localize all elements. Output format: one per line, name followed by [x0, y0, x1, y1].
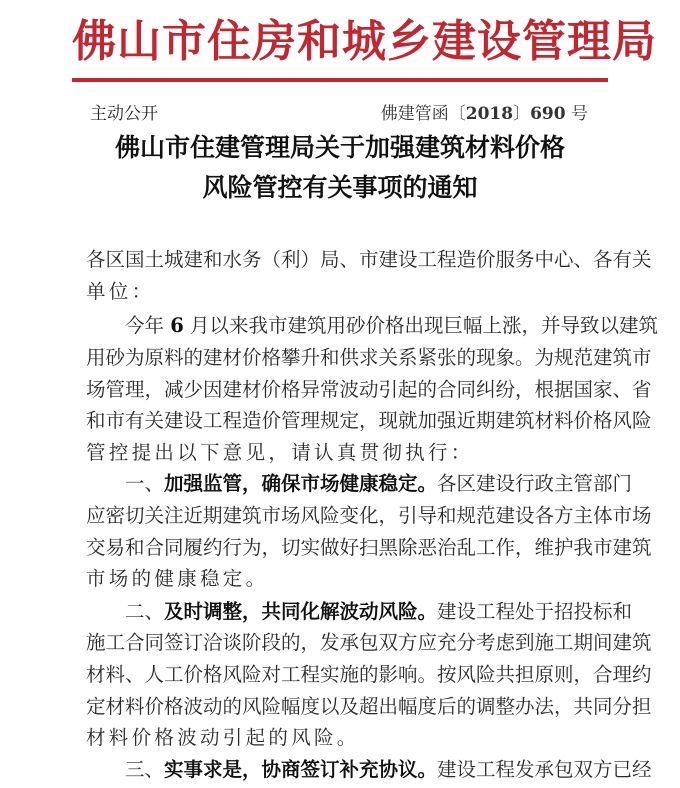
text: 建设工程发承包双方已经 — [437, 758, 652, 781]
paragraph-line — [125, 314, 659, 338]
text: 二、 — [125, 600, 165, 623]
issuing-organization-header: 佛山市住房和城乡建设管理局 — [72, 16, 657, 67]
section-2-heading-line — [125, 600, 633, 624]
doc-number-bracket: 〕 — [513, 104, 531, 124]
addressee-line: 各区国土城建和水务（利）局、市建设工程造价服务中心、各有关 — [86, 248, 652, 271]
text: 月以来我市建筑用砂价格出现巨幅上涨，并导致以建筑 — [190, 314, 659, 337]
section-heading: 及时调整，共同化解波动风险。 — [164, 600, 438, 623]
addressee-line: 单位： — [86, 280, 155, 303]
doc-number-suffix: 号 — [565, 104, 588, 124]
paragraph-line: 应密切关注近期建筑市场风险变化，引导和规范建设各方主体市场 — [86, 504, 652, 527]
paragraph-line: 定材料价格波动的风险幅度以及超出幅度后的调整办法，共同分担 — [86, 695, 652, 718]
section-3-heading-line — [125, 758, 652, 782]
red-header-rule — [72, 78, 608, 82]
text: 建设工程处于招投标和 — [437, 600, 633, 623]
text: 6 — [170, 314, 184, 337]
text: 今年 — [125, 314, 165, 337]
text: 一、 — [125, 472, 165, 495]
text: 三、 — [125, 758, 165, 781]
document-number — [381, 99, 588, 124]
doc-number-prefix: 佛建管函〔 — [380, 104, 466, 124]
section-heading: 实事求是，协商签订补充协议。 — [164, 758, 438, 781]
paragraph-line: 材料、人工价格风险对工程实施的影响。按风险共担原则，合理约 — [86, 663, 652, 686]
paragraph-line: 管控提出以下意见，请认真贯彻执行： — [86, 441, 474, 464]
doc-number-no: 690 — [530, 104, 566, 124]
document-title-line2: 风险管控有关事项的通知 — [202, 173, 478, 202]
paragraph-line: 施工合同签订洽谈阶段的，发承包双方应充分考虑到施工期间建筑 — [86, 631, 652, 654]
paragraph-line: 市场的健康稳定。 — [86, 567, 269, 590]
text: 各区建设行政主管部门 — [437, 472, 633, 495]
paragraph-line: 场管理，减少因建材价格异常波动引起的合同纠纷，根据国家、省 — [86, 378, 652, 401]
section-1-heading-line — [125, 472, 633, 496]
disclosure-label: 主动公开 — [90, 104, 158, 124]
paragraph-line: 用砂为原料的建材价格攀升和供求关系紧张的现象。为规范建筑市 — [86, 346, 652, 369]
paragraph-line: 交易和合同履约行为，切实做好扫黑除恶治乱工作，维护我市建筑 — [86, 536, 652, 559]
paragraph-line: 材料价格波动引起的风险。 — [86, 726, 360, 749]
document-title-line1: 佛山市住建管理局关于加强建筑材料价格 — [114, 133, 565, 162]
doc-number-year: 2018 — [465, 104, 514, 124]
paragraph-line: 和市有关建设工程造价管理规定，现就加强近期建筑材料价格风险 — [86, 409, 652, 432]
section-heading: 加强监管，确保市场健康稳定。 — [164, 472, 438, 495]
